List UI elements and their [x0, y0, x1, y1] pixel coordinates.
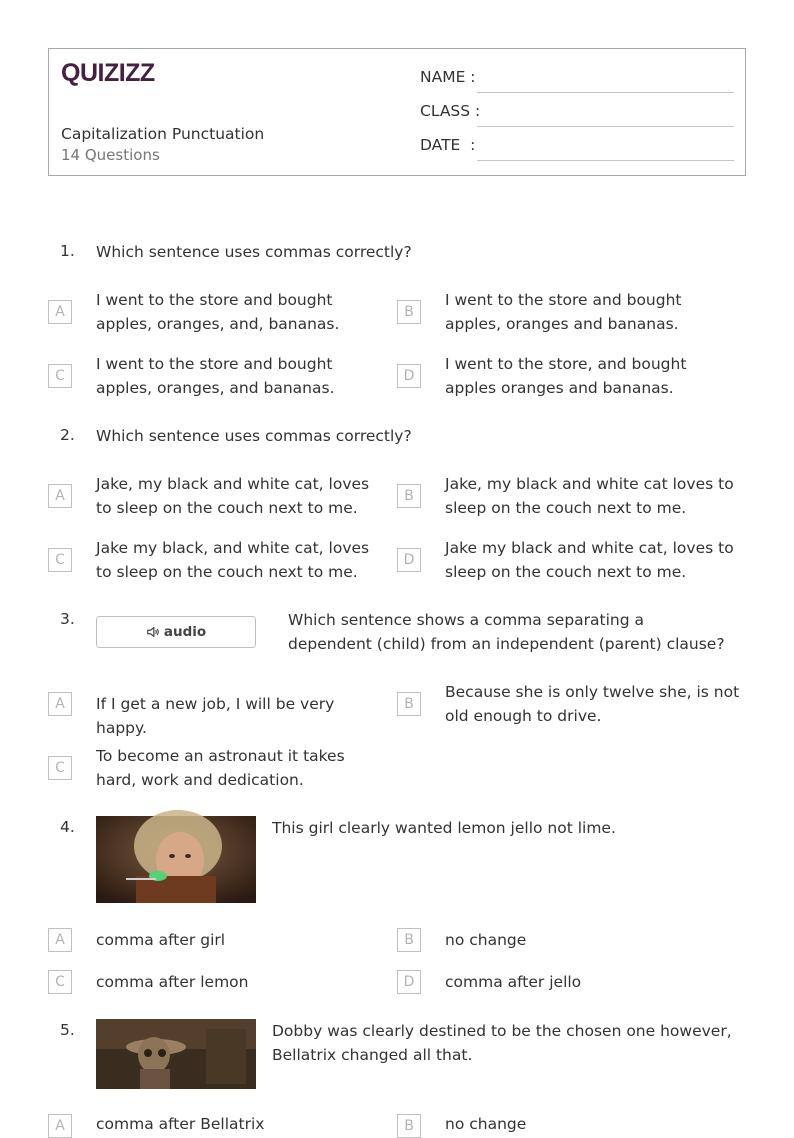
option-text: Jake my black and white cat, loves to sleep on the couch next to me.	[445, 539, 734, 581]
name-field[interactable]	[420, 68, 736, 90]
option-letter[interactable]: C	[48, 756, 72, 780]
girl-with-jello-image	[96, 816, 256, 903]
name-label: NAME :	[420, 68, 476, 86]
question-text: Which sentence uses commas correctly?	[96, 427, 412, 445]
option-text: If I get a new job, I will be very happy.	[96, 695, 335, 737]
question-text: Dobby was clearly destined to be the chosen one however, Bellatrix changed all that.	[272, 1022, 732, 1064]
option-letter[interactable]: A	[48, 928, 72, 952]
name-line[interactable]	[477, 92, 734, 93]
option-letter[interactable]: A	[48, 300, 72, 324]
worksheet-title: Capitalization Punctuation	[61, 125, 265, 143]
option-text: comma after girl	[96, 931, 226, 949]
option-letter[interactable]: C	[48, 548, 72, 572]
option-letter[interactable]: C	[48, 970, 72, 994]
option-letter[interactable]: B	[397, 300, 421, 324]
option-text: To become an astronaut it takes hard, work and dedication.	[96, 747, 345, 789]
option-letter[interactable]: C	[48, 364, 72, 388]
option-text: Jake my black, and white cat, loves to sleep on the couch next to me.	[96, 539, 370, 581]
question-number: 3.	[60, 610, 75, 628]
option-text: comma after jello	[445, 973, 582, 991]
option-text: Because she is only twelve she, is not old enough to drive.	[445, 683, 740, 725]
speaker-icon	[146, 625, 160, 639]
question-number: 4.	[60, 818, 75, 836]
option-text: I went to the store and bought apples, oranges and bananas.	[445, 291, 682, 333]
worksheet-header	[48, 48, 746, 176]
quizizz-logo: QUIZIZZ	[61, 59, 155, 87]
option-letter[interactable]: B	[397, 484, 421, 508]
question-number: 2.	[60, 426, 75, 444]
option-letter[interactable]: A	[48, 692, 72, 716]
option-text: I went to the store, and bought apples oranges and bananas.	[445, 355, 687, 397]
question-image-dobby	[96, 1019, 256, 1089]
question-text: Which sentence uses commas correctly?	[96, 243, 412, 261]
option-text: no change	[445, 931, 527, 949]
option-text: I went to the store and bought apples, oranges, and bananas.	[96, 355, 335, 397]
class-line[interactable]	[477, 126, 734, 127]
option-text: comma after Bellatrix	[96, 1115, 265, 1133]
audio-button[interactable]	[96, 616, 256, 648]
dobby-image	[96, 1019, 256, 1089]
option-text: I went to the store and bought apples, oranges, and, bananas.	[96, 291, 340, 333]
question-text: This girl clearly wanted lemon jello not lime.	[272, 819, 616, 837]
option-letter[interactable]: D	[397, 970, 421, 994]
option-text: Jake, my black and white cat, loves to sleep on the couch next to me.	[96, 475, 370, 517]
option-letter[interactable]: D	[397, 548, 421, 572]
date-line[interactable]	[477, 160, 734, 161]
option-letter[interactable]: D	[397, 364, 421, 388]
option-letter[interactable]: A	[48, 1114, 72, 1138]
option-letter[interactable]: B	[397, 1114, 421, 1138]
audio-label: audio	[163, 624, 207, 640]
date-label: DATE :	[420, 136, 476, 154]
question-number: 5.	[60, 1021, 75, 1039]
option-letter[interactable]: B	[397, 692, 421, 716]
option-text: Jake, my black and white cat loves to sleep on the couch next to me.	[445, 475, 734, 517]
option-text: comma after lemon	[96, 973, 249, 991]
question-count: 14 Questions	[61, 146, 160, 164]
class-field[interactable]	[420, 102, 736, 124]
date-field[interactable]	[420, 136, 736, 158]
question-text: Which sentence shows a comma separating a dependent (child) from an independent (parent) clause?	[288, 611, 725, 653]
question-number: 1.	[60, 242, 75, 260]
option-text: no change	[445, 1115, 527, 1133]
option-letter[interactable]: B	[397, 928, 421, 952]
class-label: CLASS :	[420, 102, 481, 120]
option-letter[interactable]: A	[48, 484, 72, 508]
question-image-girl	[96, 816, 256, 903]
